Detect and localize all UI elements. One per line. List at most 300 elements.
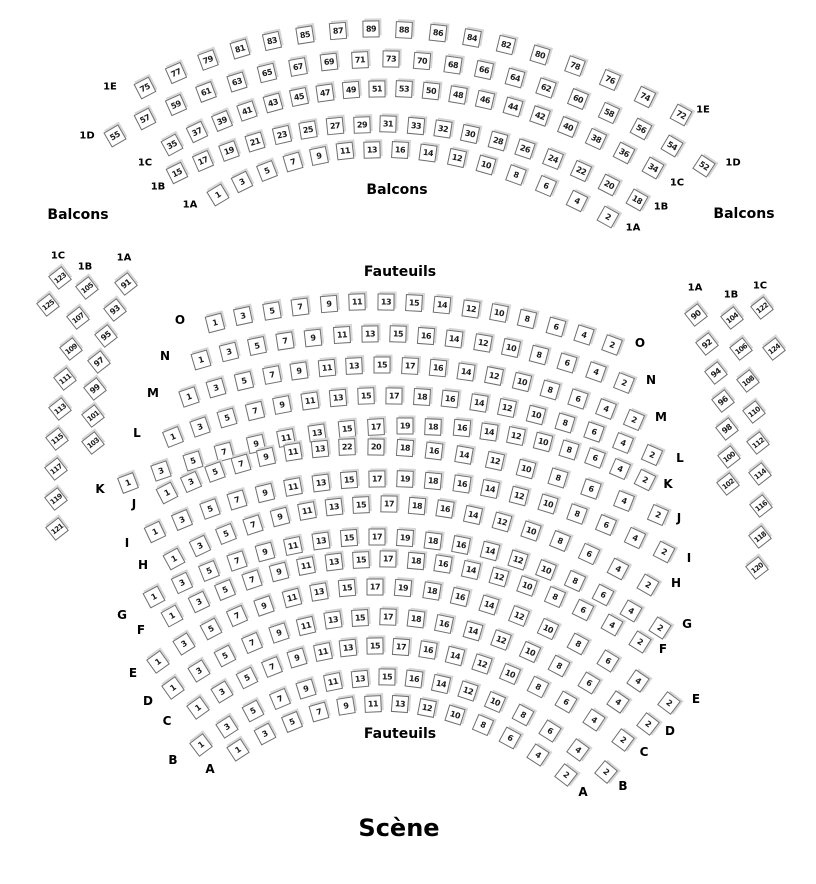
seat-E-14[interactable]: 14 — [479, 595, 500, 616]
seat-B-8[interactable]: 8 — [511, 704, 534, 727]
seat-C-17[interactable]: 17 — [392, 638, 410, 656]
seat-1C-45[interactable]: 45 — [289, 87, 309, 107]
seat-E-11[interactable]: 11 — [281, 587, 302, 608]
seat-right-1B-106[interactable]: 106 — [729, 337, 753, 361]
seat-1C-43[interactable]: 43 — [263, 93, 284, 114]
seat-G-4[interactable]: 4 — [620, 599, 643, 622]
seat-K-11[interactable]: 11 — [277, 428, 297, 448]
seat-1D-63[interactable]: 63 — [226, 71, 247, 92]
seat-M-7[interactable]: 7 — [262, 365, 282, 385]
seat-N-14[interactable]: 14 — [445, 329, 464, 348]
seat-F-14[interactable]: 14 — [461, 560, 481, 580]
seat-N-6[interactable]: 6 — [557, 352, 578, 373]
seat-1D-52[interactable]: 52 — [692, 154, 716, 178]
seat-K-8[interactable]: 8 — [558, 439, 579, 460]
seat-1E-84[interactable]: 84 — [462, 28, 482, 48]
seat-O-7[interactable]: 7 — [291, 297, 310, 316]
seat-J-1[interactable]: 1 — [156, 482, 179, 505]
seat-I-18[interactable]: 18 — [424, 472, 443, 491]
seat-1D-67[interactable]: 67 — [288, 57, 308, 77]
seat-K-14[interactable]: 14 — [479, 422, 498, 441]
seat-left-1A-95[interactable]: 95 — [94, 324, 118, 348]
seat-N-3[interactable]: 3 — [219, 342, 240, 363]
seat-A-3[interactable]: 3 — [253, 723, 276, 746]
seat-K-12[interactable]: 12 — [506, 426, 526, 446]
seat-M-4[interactable]: 4 — [595, 398, 617, 420]
seat-left-1B-117[interactable]: 117 — [44, 457, 68, 481]
seat-left-1A-101[interactable]: 101 — [81, 404, 105, 428]
seat-1B-33[interactable]: 33 — [406, 117, 424, 135]
seat-1C-41[interactable]: 41 — [237, 101, 259, 123]
seat-N-1[interactable]: 1 — [190, 349, 211, 370]
seat-1A-13[interactable]: 13 — [364, 141, 381, 158]
seat-A-5[interactable]: 5 — [280, 711, 302, 733]
seat-right-1A-98[interactable]: 98 — [715, 417, 739, 441]
seat-1B-19[interactable]: 19 — [218, 140, 240, 162]
seat-C-1[interactable]: 1 — [186, 696, 210, 720]
seat-F-7[interactable]: 7 — [242, 570, 263, 591]
seat-H-10[interactable]: 10 — [520, 520, 542, 542]
seat-N-15[interactable]: 15 — [389, 326, 407, 344]
seat-K-10[interactable]: 10 — [533, 432, 554, 453]
seat-1E-86[interactable]: 86 — [428, 23, 447, 42]
seat-C-2[interactable]: 2 — [611, 728, 635, 752]
seat-1E-72[interactable]: 72 — [669, 103, 692, 126]
seat-B-5[interactable]: 5 — [242, 700, 265, 723]
seat-B-12[interactable]: 12 — [457, 681, 478, 702]
seat-right-1A-100[interactable]: 100 — [717, 445, 741, 469]
seat-G-10[interactable]: 10 — [535, 559, 557, 581]
seat-H-4[interactable]: 4 — [607, 557, 630, 580]
seat-I-1[interactable]: 1 — [144, 521, 167, 544]
seat-G-17[interactable]: 17 — [368, 529, 385, 546]
seat-1B-28[interactable]: 28 — [487, 131, 508, 152]
seat-L-7[interactable]: 7 — [245, 401, 265, 421]
seat-left-1A-99[interactable]: 99 — [83, 377, 107, 401]
seat-B-16[interactable]: 16 — [404, 670, 423, 689]
seat-L-4[interactable]: 4 — [612, 432, 634, 454]
seat-right-1B-112[interactable]: 112 — [746, 431, 770, 455]
seat-1A-5[interactable]: 5 — [256, 160, 278, 182]
seat-H-8[interactable]: 8 — [549, 530, 571, 552]
seat-J-6[interactable]: 6 — [580, 478, 602, 500]
seat-1E-76[interactable]: 76 — [599, 69, 621, 91]
seat-L-14[interactable]: 14 — [469, 393, 488, 412]
seat-F-8[interactable]: 8 — [544, 586, 566, 608]
seat-C-7[interactable]: 7 — [261, 656, 283, 678]
seat-M-3[interactable]: 3 — [206, 378, 227, 399]
seat-D-3[interactable]: 3 — [187, 659, 210, 682]
seat-O-1[interactable]: 1 — [205, 313, 226, 334]
seat-N-16[interactable]: 16 — [417, 327, 435, 345]
seat-N-2[interactable]: 2 — [613, 372, 635, 394]
seat-G-15[interactable]: 15 — [340, 529, 358, 547]
seat-1B-26[interactable]: 26 — [514, 139, 536, 161]
seat-1D-55[interactable]: 55 — [103, 124, 126, 147]
seat-F-12[interactable]: 12 — [488, 566, 509, 587]
seat-J-12[interactable]: 12 — [485, 451, 505, 471]
seat-H-5[interactable]: 5 — [215, 523, 237, 545]
seat-L-11[interactable]: 11 — [301, 391, 320, 410]
seat-C-15[interactable]: 15 — [366, 638, 383, 655]
seat-1A-1[interactable]: 1 — [206, 183, 229, 206]
seat-K-18[interactable]: 18 — [425, 418, 443, 436]
seat-L-3[interactable]: 3 — [189, 416, 211, 438]
seat-M-8[interactable]: 8 — [539, 379, 560, 400]
seat-J-10[interactable]: 10 — [516, 458, 537, 479]
seat-1C-36[interactable]: 36 — [613, 141, 636, 164]
seat-B-1[interactable]: 1 — [189, 733, 213, 757]
seat-L-8[interactable]: 8 — [554, 412, 575, 433]
seat-G-5[interactable]: 5 — [198, 560, 220, 582]
seat-1D-60[interactable]: 60 — [567, 88, 589, 110]
seat-N-10[interactable]: 10 — [501, 338, 521, 358]
seat-B-11[interactable]: 11 — [323, 672, 343, 692]
seat-1D-62[interactable]: 62 — [535, 77, 557, 99]
seat-left-1B-121[interactable]: 121 — [45, 517, 69, 541]
seat-L-16[interactable]: 16 — [441, 390, 460, 409]
seat-1D-66[interactable]: 66 — [474, 60, 494, 80]
seat-H-14[interactable]: 14 — [463, 505, 483, 525]
seat-I-5[interactable]: 5 — [199, 498, 221, 520]
seat-A-13[interactable]: 13 — [391, 695, 409, 713]
seat-H-3[interactable]: 3 — [189, 534, 212, 557]
seat-O-15[interactable]: 15 — [405, 294, 423, 312]
seat-left-1B-119[interactable]: 119 — [44, 487, 68, 511]
seat-C-4[interactable]: 4 — [582, 708, 606, 732]
seat-left-1B-109[interactable]: 109 — [59, 337, 83, 361]
seat-G-11[interactable]: 11 — [283, 536, 303, 556]
seat-C-10[interactable]: 10 — [499, 663, 521, 685]
seat-I-16[interactable]: 16 — [452, 475, 471, 494]
seat-1C-49[interactable]: 49 — [342, 81, 360, 99]
seat-1D-70[interactable]: 70 — [412, 52, 430, 70]
seat-1C-34[interactable]: 34 — [641, 156, 664, 179]
seat-1E-87[interactable]: 87 — [328, 22, 346, 40]
seat-1E-74[interactable]: 74 — [634, 85, 657, 108]
seat-1D-59[interactable]: 59 — [164, 94, 186, 116]
seat-H-18[interactable]: 18 — [408, 497, 426, 515]
seat-A-8[interactable]: 8 — [471, 714, 493, 736]
seat-L-15[interactable]: 15 — [357, 387, 375, 405]
seat-I-11[interactable]: 11 — [283, 477, 303, 497]
seat-D-1[interactable]: 1 — [161, 676, 185, 700]
seat-B-6[interactable]: 6 — [539, 719, 562, 742]
seat-left-1C-123[interactable]: 123 — [48, 266, 72, 290]
seat-E-12[interactable]: 12 — [508, 605, 530, 627]
seat-B-13[interactable]: 13 — [350, 669, 368, 687]
seat-O-6[interactable]: 6 — [545, 316, 566, 337]
seat-B-10[interactable]: 10 — [484, 691, 506, 713]
seat-1C-38[interactable]: 38 — [585, 127, 608, 150]
seat-A-1[interactable]: 1 — [226, 738, 250, 762]
seat-1A-11[interactable]: 11 — [336, 142, 355, 161]
seat-1D-64[interactable]: 64 — [505, 67, 526, 88]
seat-F-17[interactable]: 17 — [380, 551, 397, 568]
seat-1A-9[interactable]: 9 — [309, 146, 329, 166]
seat-H-12[interactable]: 12 — [491, 511, 512, 532]
seat-K-2[interactable]: 2 — [634, 469, 657, 492]
seat-1B-31[interactable]: 31 — [380, 116, 397, 133]
seat-1A-2[interactable]: 2 — [596, 205, 619, 228]
seat-E-7[interactable]: 7 — [226, 605, 248, 627]
seat-1C-47[interactable]: 47 — [315, 83, 334, 102]
seat-D-18[interactable]: 18 — [407, 610, 426, 629]
seat-D-4[interactable]: 4 — [606, 691, 630, 715]
seat-J-9[interactable]: 9 — [256, 447, 276, 467]
seat-J-8[interactable]: 8 — [548, 467, 569, 488]
seat-1B-22[interactable]: 22 — [570, 160, 593, 183]
seat-G-12[interactable]: 12 — [507, 549, 528, 570]
seat-1E-89[interactable]: 89 — [362, 21, 379, 38]
seat-D-9[interactable]: 9 — [268, 622, 289, 643]
seat-C-6[interactable]: 6 — [554, 691, 577, 714]
seat-A-7[interactable]: 7 — [308, 702, 329, 723]
seat-G-7[interactable]: 7 — [226, 550, 248, 572]
seat-F-2[interactable]: 2 — [628, 630, 651, 653]
seat-1A-14[interactable]: 14 — [419, 143, 438, 162]
seat-K-5[interactable]: 5 — [182, 450, 203, 471]
seat-D-14[interactable]: 14 — [462, 620, 483, 641]
seat-D-15[interactable]: 15 — [351, 609, 369, 627]
seat-O-10[interactable]: 10 — [489, 303, 509, 323]
seat-1C-48[interactable]: 48 — [448, 85, 468, 105]
seat-I-8[interactable]: 8 — [566, 503, 588, 525]
seat-F-10[interactable]: 10 — [516, 575, 538, 597]
seat-B-4[interactable]: 4 — [566, 738, 590, 762]
seat-E-6[interactable]: 6 — [596, 649, 619, 672]
seat-B-2[interactable]: 2 — [594, 760, 618, 784]
seat-I-13[interactable]: 13 — [311, 473, 330, 492]
seat-M-2[interactable]: 2 — [623, 409, 645, 431]
seat-A-10[interactable]: 10 — [444, 704, 465, 725]
seat-L-1[interactable]: 1 — [162, 426, 184, 448]
seat-right-1B-118[interactable]: 118 — [748, 525, 772, 549]
seat-1D-71[interactable]: 71 — [351, 51, 369, 69]
seat-J-2[interactable]: 2 — [647, 504, 669, 526]
seat-H-9[interactable]: 9 — [269, 507, 290, 528]
seat-K-7[interactable]: 7 — [214, 441, 235, 462]
seat-1D-58[interactable]: 58 — [598, 102, 621, 125]
seat-H-1[interactable]: 1 — [162, 547, 185, 570]
seat-O-12[interactable]: 12 — [461, 299, 480, 318]
seat-F-9[interactable]: 9 — [269, 562, 290, 583]
seat-right-1B-114[interactable]: 114 — [748, 462, 772, 486]
seat-M-1[interactable]: 1 — [178, 386, 200, 408]
seat-1C-42[interactable]: 42 — [529, 105, 551, 127]
seat-I-4[interactable]: 4 — [623, 526, 646, 549]
seat-I-9[interactable]: 9 — [255, 483, 275, 503]
seat-G-16[interactable]: 16 — [451, 535, 471, 555]
seat-M-5[interactable]: 5 — [234, 371, 254, 391]
seat-O-5[interactable]: 5 — [262, 301, 282, 321]
seat-K-13[interactable]: 13 — [307, 423, 326, 442]
seat-D-17[interactable]: 17 — [379, 608, 397, 626]
seat-1A-12[interactable]: 12 — [447, 148, 467, 168]
seat-1B-24[interactable]: 24 — [542, 148, 564, 170]
seat-F-4[interactable]: 4 — [600, 614, 623, 637]
seat-right-1B-108[interactable]: 108 — [736, 369, 760, 393]
seat-1E-83[interactable]: 83 — [262, 31, 282, 51]
seat-E-19[interactable]: 19 — [394, 579, 412, 597]
seat-1A-8[interactable]: 8 — [505, 164, 527, 186]
seat-L-18[interactable]: 18 — [413, 388, 431, 406]
seat-D-7[interactable]: 7 — [241, 632, 263, 654]
seat-M-12[interactable]: 12 — [484, 366, 504, 386]
seat-1B-21[interactable]: 21 — [245, 131, 266, 152]
seat-1D-69[interactable]: 69 — [319, 53, 338, 72]
seat-C-9[interactable]: 9 — [287, 648, 308, 669]
seat-G-9[interactable]: 9 — [255, 542, 276, 563]
seat-K-1[interactable]: 1 — [117, 472, 139, 494]
seat-H-17[interactable]: 17 — [380, 496, 397, 513]
seat-L-9[interactable]: 9 — [273, 395, 293, 415]
seat-right-1A-96[interactable]: 96 — [711, 389, 735, 413]
seat-I-3[interactable]: 3 — [171, 509, 193, 531]
seat-right-1B-110[interactable]: 110 — [742, 400, 766, 424]
seat-B-3[interactable]: 3 — [215, 715, 238, 738]
seat-1C-51[interactable]: 51 — [369, 80, 386, 97]
seat-M-6[interactable]: 6 — [567, 388, 589, 410]
seat-O-8[interactable]: 8 — [517, 309, 537, 329]
seat-left-1B-113[interactable]: 113 — [48, 397, 72, 421]
seat-J-4[interactable]: 4 — [613, 490, 635, 512]
seat-1B-32[interactable]: 32 — [433, 120, 452, 139]
seat-C-16[interactable]: 16 — [418, 640, 438, 660]
seat-B-15[interactable]: 15 — [378, 669, 395, 686]
seat-1D-68[interactable]: 68 — [443, 55, 462, 74]
seat-1E-75[interactable]: 75 — [134, 77, 157, 100]
seat-1E-78[interactable]: 78 — [564, 55, 586, 77]
seat-I-15[interactable]: 15 — [340, 471, 358, 489]
seat-F-5[interactable]: 5 — [214, 579, 236, 601]
seat-left-1B-107[interactable]: 107 — [66, 306, 90, 330]
seat-D-13[interactable]: 13 — [323, 611, 342, 630]
seat-E-3[interactable]: 3 — [172, 633, 195, 656]
seat-C-8[interactable]: 8 — [526, 676, 549, 699]
seat-D-11[interactable]: 11 — [295, 615, 315, 635]
seat-L-13[interactable]: 13 — [329, 388, 347, 406]
seat-K-17[interactable]: 17 — [367, 418, 385, 436]
seat-left-1A-93[interactable]: 93 — [103, 298, 127, 322]
seat-E-8[interactable]: 8 — [566, 632, 589, 655]
seat-H-2[interactable]: 2 — [636, 573, 659, 596]
seat-O-11[interactable]: 11 — [348, 294, 366, 312]
seat-H-11[interactable]: 11 — [297, 501, 317, 521]
seat-N-11[interactable]: 11 — [333, 326, 351, 344]
seat-1C-44[interactable]: 44 — [502, 97, 523, 118]
seat-A-9[interactable]: 9 — [336, 697, 356, 717]
seat-K-4[interactable]: 4 — [609, 457, 631, 479]
seat-B-14[interactable]: 14 — [430, 674, 450, 694]
seat-A-6[interactable]: 6 — [499, 727, 522, 750]
seat-left-1B-105[interactable]: 105 — [75, 276, 99, 300]
seat-1A-16[interactable]: 16 — [391, 141, 409, 159]
seat-G-13[interactable]: 13 — [311, 532, 330, 551]
seat-O-13[interactable]: 13 — [377, 293, 394, 310]
seat-K-19[interactable]: 19 — [396, 417, 413, 434]
seat-C-11[interactable]: 11 — [313, 642, 333, 662]
seat-1E-81[interactable]: 81 — [229, 39, 250, 60]
seat-O-2[interactable]: 2 — [601, 334, 623, 356]
seat-A-2[interactable]: 2 — [554, 763, 578, 787]
seat-right-1B-104[interactable]: 104 — [720, 306, 744, 330]
seat-1E-80[interactable]: 80 — [530, 44, 551, 65]
seat-right-1A-102[interactable]: 102 — [716, 472, 740, 496]
seat-M-9[interactable]: 9 — [290, 361, 309, 380]
seat-right-1A-90[interactable]: 90 — [684, 303, 708, 327]
seat-K-6[interactable]: 6 — [584, 447, 606, 469]
seat-right-1C-122[interactable]: 122 — [750, 296, 774, 320]
seat-left-1C-125[interactable]: 125 — [36, 293, 60, 317]
seat-E-18[interactable]: 18 — [422, 582, 441, 601]
seat-1B-15[interactable]: 15 — [166, 162, 189, 185]
seat-B-7[interactable]: 7 — [269, 688, 291, 710]
seat-I-17[interactable]: 17 — [368, 470, 385, 487]
seat-1C-39[interactable]: 39 — [211, 110, 233, 132]
seat-F-6[interactable]: 6 — [572, 599, 595, 622]
seat-I-2[interactable]: 2 — [653, 541, 676, 564]
seat-1D-61[interactable]: 61 — [195, 81, 217, 103]
seat-J-3[interactable]: 3 — [180, 470, 202, 492]
seat-C-3[interactable]: 3 — [211, 680, 234, 703]
seat-right-1B-116[interactable]: 116 — [749, 494, 773, 518]
seat-E-2[interactable]: 2 — [657, 691, 681, 715]
seat-E-1[interactable]: 1 — [146, 650, 170, 674]
seat-N-7[interactable]: 7 — [276, 332, 295, 351]
seat-J-5[interactable]: 5 — [205, 461, 227, 483]
seat-G-3[interactable]: 3 — [170, 572, 193, 595]
seat-E-16[interactable]: 16 — [450, 587, 470, 607]
seat-1D-54[interactable]: 54 — [661, 135, 684, 158]
seat-1C-35[interactable]: 35 — [160, 133, 183, 156]
seat-J-18[interactable]: 18 — [395, 439, 413, 457]
seat-left-1B-115[interactable]: 115 — [45, 427, 69, 451]
seat-1A-7[interactable]: 7 — [282, 151, 303, 172]
seat-D-8[interactable]: 8 — [548, 655, 571, 678]
seat-F-15[interactable]: 15 — [352, 551, 370, 569]
seat-1B-27[interactable]: 27 — [325, 117, 344, 136]
seat-M-10[interactable]: 10 — [511, 372, 532, 393]
seat-G-6[interactable]: 6 — [592, 584, 615, 607]
seat-M-14[interactable]: 14 — [456, 362, 475, 381]
seat-K-15[interactable]: 15 — [337, 420, 356, 439]
seat-1B-17[interactable]: 17 — [192, 150, 214, 172]
seat-1C-50[interactable]: 50 — [421, 82, 440, 101]
seat-M-17[interactable]: 17 — [401, 357, 419, 375]
seat-C-5[interactable]: 5 — [236, 667, 259, 690]
seat-E-13[interactable]: 13 — [309, 582, 329, 602]
seat-N-12[interactable]: 12 — [473, 333, 493, 353]
seat-J-14[interactable]: 14 — [454, 445, 474, 465]
seat-F-16[interactable]: 16 — [434, 555, 453, 574]
seat-J-16[interactable]: 16 — [425, 441, 444, 460]
seat-L-17[interactable]: 17 — [385, 387, 402, 404]
seat-1E-85[interactable]: 85 — [295, 25, 314, 44]
seat-I-19[interactable]: 19 — [396, 470, 414, 488]
seat-K-3[interactable]: 3 — [150, 460, 172, 482]
seat-1A-4[interactable]: 4 — [565, 189, 588, 212]
seat-right-1A-94[interactable]: 94 — [705, 361, 729, 385]
seat-left-1A-97[interactable]: 97 — [87, 350, 111, 374]
seat-D-6[interactable]: 6 — [577, 672, 600, 695]
seat-L-12[interactable]: 12 — [497, 398, 517, 418]
seat-left-1A-91[interactable]: 91 — [114, 272, 138, 296]
seat-N-4[interactable]: 4 — [585, 362, 607, 384]
seat-M-13[interactable]: 13 — [346, 357, 364, 375]
seat-1E-88[interactable]: 88 — [395, 21, 413, 39]
seat-N-5[interactable]: 5 — [247, 336, 267, 356]
